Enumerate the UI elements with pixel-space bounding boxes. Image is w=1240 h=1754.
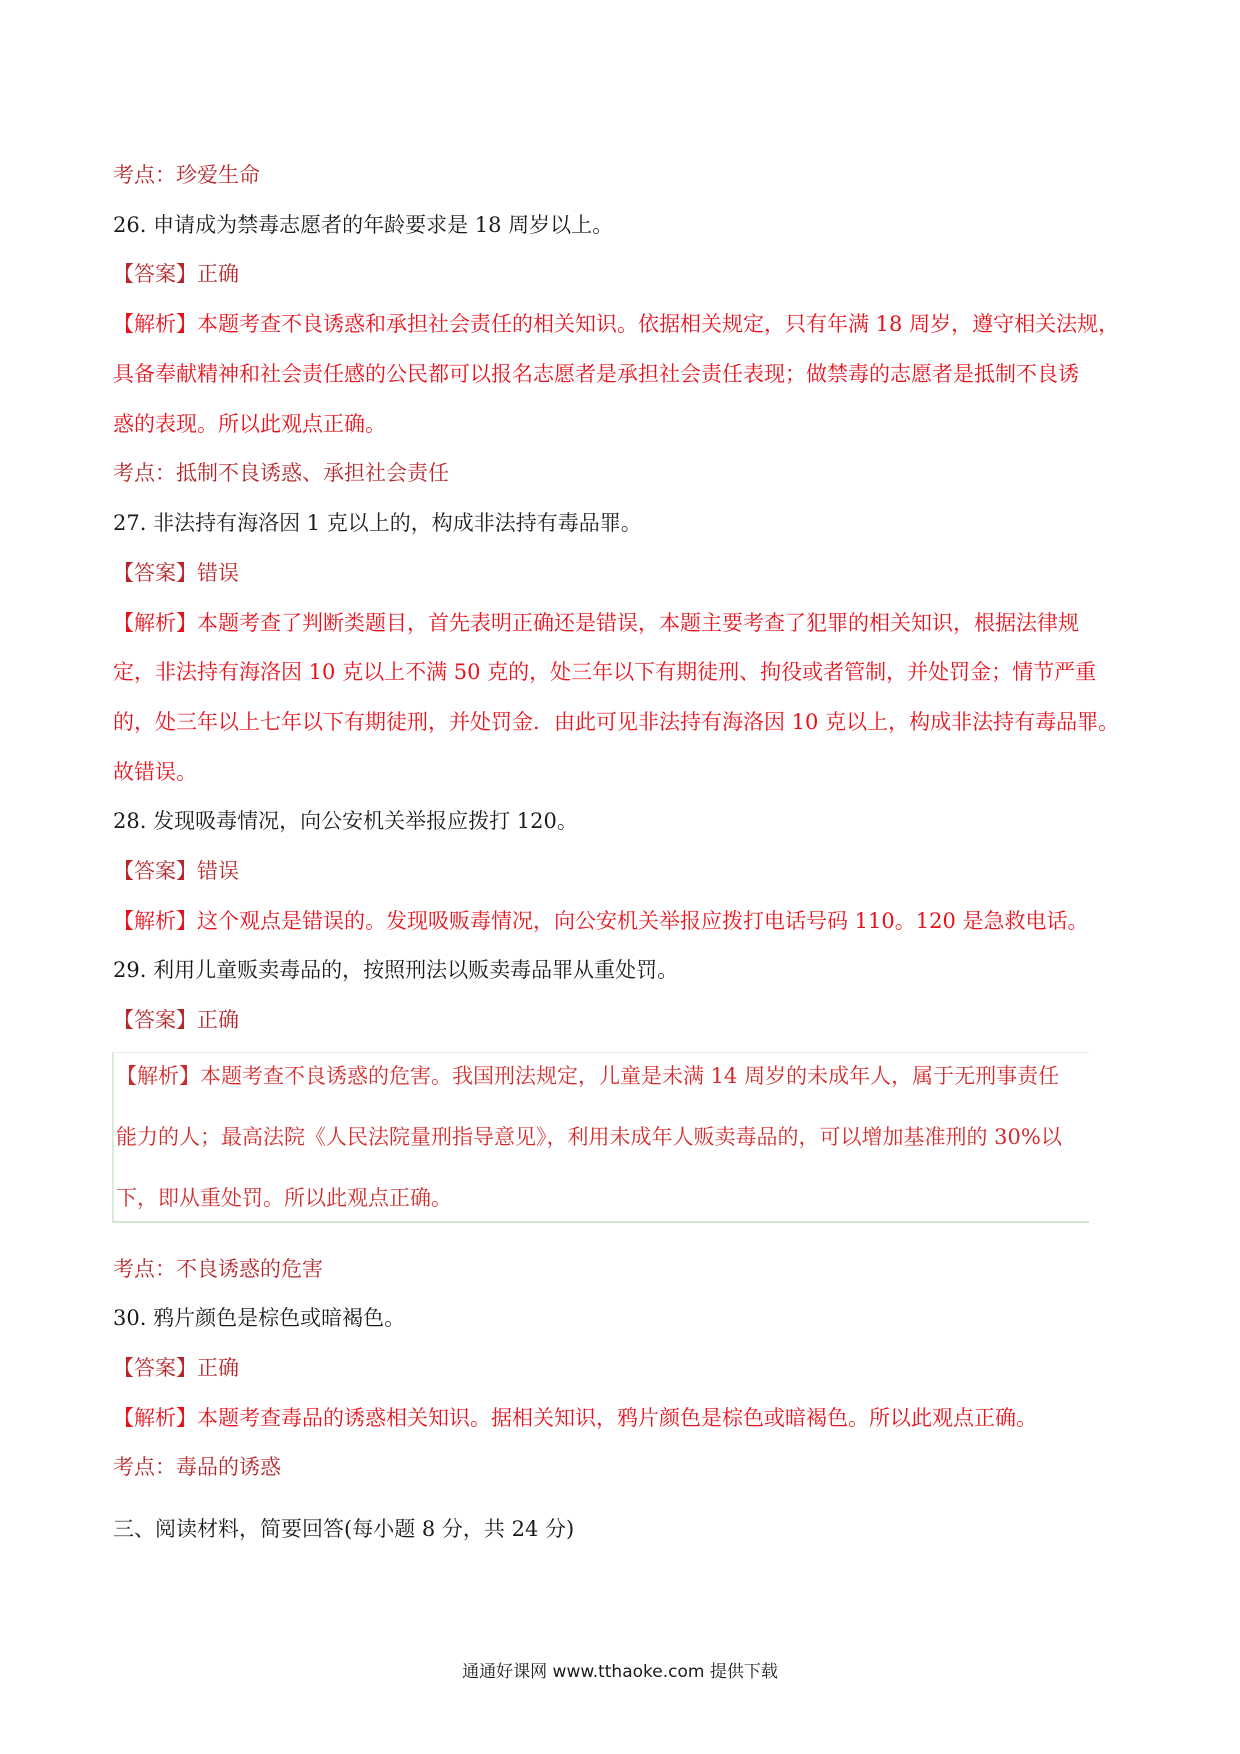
- answer-29: 【答案】正确: [113, 1008, 239, 1032]
- topic-label: 考点：毒品的诱惑: [113, 1455, 281, 1479]
- pasted-analysis-box: [112, 1052, 1089, 1223]
- analysis-26-line-2: 具备奉献精神和社会责任感的公民都可以报名志愿者是承担社会责任表现；做禁毒的志愿者是抵制不良诱: [113, 362, 1079, 386]
- answer-30: 【答案】正确: [113, 1356, 239, 1380]
- analysis-27-line-4: 故错误。: [113, 760, 197, 784]
- analysis-26-line-3: 惑的表现。所以此观点正确。: [113, 412, 386, 436]
- analysis-28: 【解析】这个观点是错误的。发现吸贩毒情况，向公安机关举报应拨打电话号码 110。120 是急救电话。: [113, 909, 1089, 933]
- question-30: 30. 鸦片颜色是棕色或暗褐色。: [113, 1306, 406, 1330]
- analysis-29-line-2: 能力的人；最高法院《人民法院量刑指导意见》，利用未成年人贩卖毒品的，可以增加基准刑的 30%以: [116, 1125, 1062, 1149]
- analysis-26-line-1: 【解析】本题考查不良诱惑和承担社会责任的相关知识。依据相关规定，只有年满 18 周岁，遵守相关法规，: [113, 312, 1120, 336]
- analysis-30: 【解析】本题考查毒品的诱惑相关知识。据相关知识，鸦片颜色是棕色或暗褐色。所以此观点正确。: [113, 1406, 1037, 1430]
- question-27: 27. 非法持有海洛因 1 克以上的，构成非法持有毒品罪。: [113, 511, 642, 535]
- answer-27: 【答案】错误: [113, 561, 239, 585]
- answer-26: 【答案】正确: [113, 262, 239, 286]
- footer-site-name: 通通好课网: [462, 1662, 553, 1682]
- topic-label: 考点：不良诱惑的危害: [113, 1257, 323, 1281]
- analysis-29-line-1: 【解析】本题考查不良诱惑的危害。我国刑法规定，儿童是未满 14 周岁的未成年人，属于无刑事责任: [116, 1064, 1060, 1088]
- footer-url: www.tthaoke.com: [552, 1662, 705, 1682]
- question-29: 29. 利用儿童贩卖毒品的，按照刑法以贩卖毒品罪从重处罚。: [113, 958, 679, 982]
- question-26: 26. 申请成为禁毒志愿者的年龄要求是 18 周岁以上。: [113, 213, 614, 237]
- topic-label: 考点：珍爱生命: [113, 163, 260, 187]
- analysis-29-line-3: 下，即从重处罚。所以此观点正确。: [116, 1186, 452, 1210]
- analysis-27-line-1: 【解析】本题考查了判断类题目，首先表明正确还是错误，本题主要考查了犯罪的相关知识，根据法律规: [113, 611, 1079, 635]
- topic-label: 考点：抵制不良诱惑、承担社会责任: [113, 461, 449, 485]
- footer-download-text: 提供下载: [704, 1662, 778, 1682]
- analysis-27-line-3: 的，处三年以上七年以下有期徒刑，并处罚金．由此可见非法持有海洛因 10 克以上，构成非法持有毒品罪。: [113, 710, 1120, 734]
- section-heading: 三、阅读材料，简要回答(每小题 8 分，共 24 分): [113, 1517, 575, 1541]
- answer-28: 【答案】错误: [113, 859, 239, 883]
- analysis-27-line-2: 定，非法持有海洛因 10 克以上不满 50 克的，处三年以下有期徒刑、拘役或者管制，并处罚金；情节严重: [113, 660, 1097, 684]
- page-footer: [0, 1657, 1240, 1682]
- question-28: 28. 发现吸毒情况，向公安机关举报应拨打 120。: [113, 809, 578, 833]
